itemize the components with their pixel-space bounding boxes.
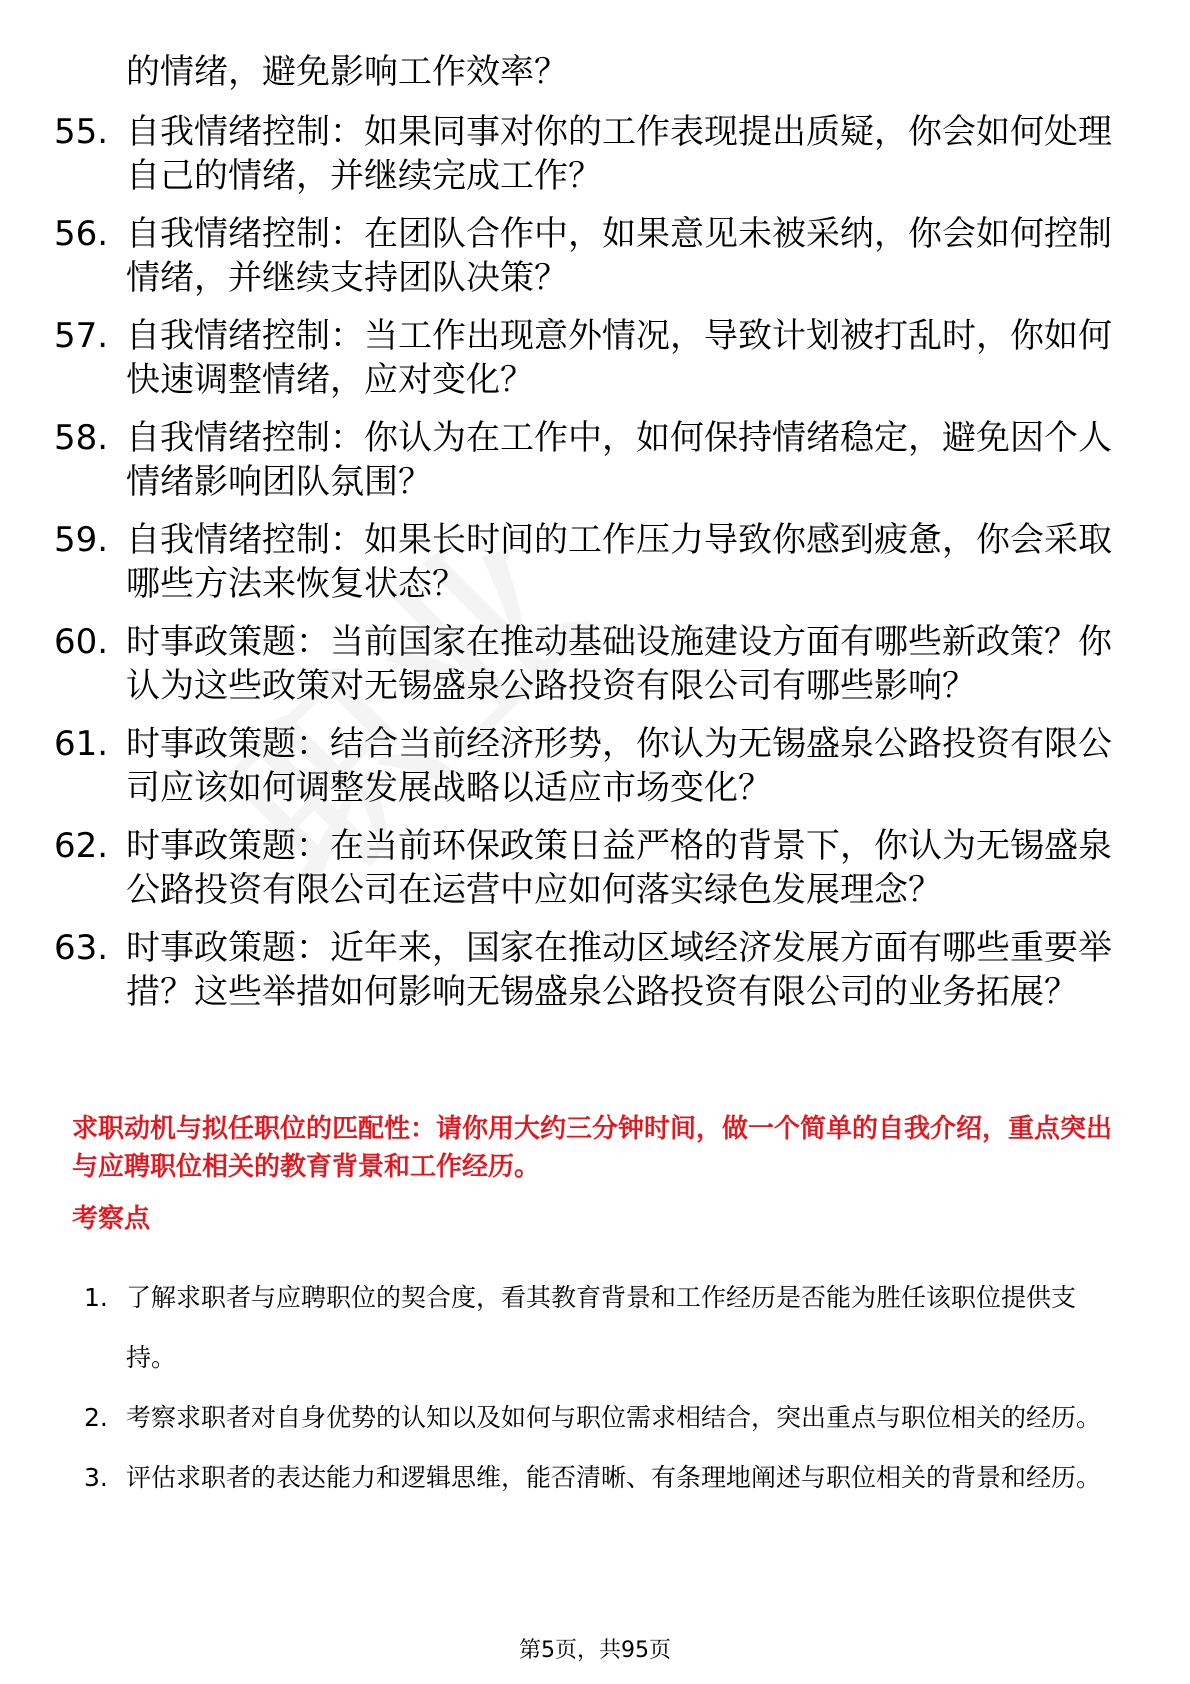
question-list [54,110,1114,1028]
point-text: 了解求职者与应聘职位的契合度，看其教育背景和工作经历是否能为胜任该职位提供支持。 [126,1283,1077,1372]
assessment-point [84,1388,1114,1448]
question-number: 63. [54,928,109,968]
point-number: 1. [84,1283,108,1312]
question-number: 61. [54,724,109,764]
page-footer: 第5页，共95页 [519,1638,671,1663]
question-text: 时事政策题：近年来，国家在推动区域经济发展方面有哪些重要举措？这些举措如何影响无锡盛泉公路投资有限公司的业务拓展？ [126,928,1112,1012]
question-number: 55. [54,112,109,152]
question-item-62 [54,824,1114,912]
point-number: 3. [84,1463,108,1492]
question-number: 59. [54,520,109,560]
question-text: 时事政策题：结合当前经济形势，你认为无锡盛泉公路投资有限公司应该如何调整发展战略以适应市场变化？ [126,724,1112,808]
question-number: 62. [54,826,109,866]
question-continuation: 的情绪，避免影响工作效率？ [126,52,568,92]
point-number: 2. [84,1403,108,1432]
question-text: 自我情绪控制：在团队合作中，如果意见未被采纳，你会如何控制情绪，并继续支持团队决策？ [126,214,1112,298]
question-item-58 [54,416,1114,504]
question-text: 自我情绪控制：如果同事对你的工作表现提出质疑，你会如何处理自己的情绪，并继续完成工作？ [126,112,1112,196]
question-item-61 [54,722,1114,810]
question-number: 60. [54,622,109,662]
question-item-55 [54,110,1114,198]
question-item-60 [54,620,1114,708]
question-text: 自我情绪控制：如果长时间的工作压力导致你感到疲惫，你会采取哪些方法来恢复状态？ [126,520,1112,604]
question-item-59 [54,518,1114,606]
point-text: 考察求职者对自身优势的认知以及如何与职位需求相结合，突出重点与职位相关的经历。 [126,1403,1102,1432]
question-text: 时事政策题：当前国家在推动基础设施建设方面有哪些新政策？你认为这些政策对无锡盛泉公路投资有限公司有哪些影响？ [126,622,1112,706]
section-heading: 求职动机与拟任职位的匹配性：请你用大约三分钟时间，做一个简单的自我介绍，重点突出与应聘职位相关的教育背景和工作经历。 [72,1114,1113,1182]
question-number: 57. [54,316,109,356]
question-number: 56. [54,214,109,254]
point-text: 评估求职者的表达能力和逻辑思维，能否清晰、有条理地阐述与职位相关的背景和经历。 [126,1463,1102,1492]
assessment-point [84,1448,1114,1508]
question-item-63 [54,926,1114,1014]
question-text: 时事政策题：在当前环保政策日益严格的背景下，你认为无锡盛泉公路投资有限公司在运营中应如何落实绿色发展理念？ [126,826,1112,910]
question-item-56 [54,212,1114,300]
assessment-point [84,1268,1114,1388]
assessment-points-title: 考察点 [72,1204,151,1234]
question-text: 自我情绪控制：当工作出现意外情况，导致计划被打乱时，你如何快速调整情绪，应对变化？ [126,316,1112,400]
question-number: 58. [54,418,109,458]
question-item-57 [54,314,1114,402]
assessment-points-list [84,1268,1114,1508]
question-text: 自我情绪控制：你认为在工作中，如何保持情绪稳定，避免因个人情绪影响团队氛围？ [126,418,1112,502]
